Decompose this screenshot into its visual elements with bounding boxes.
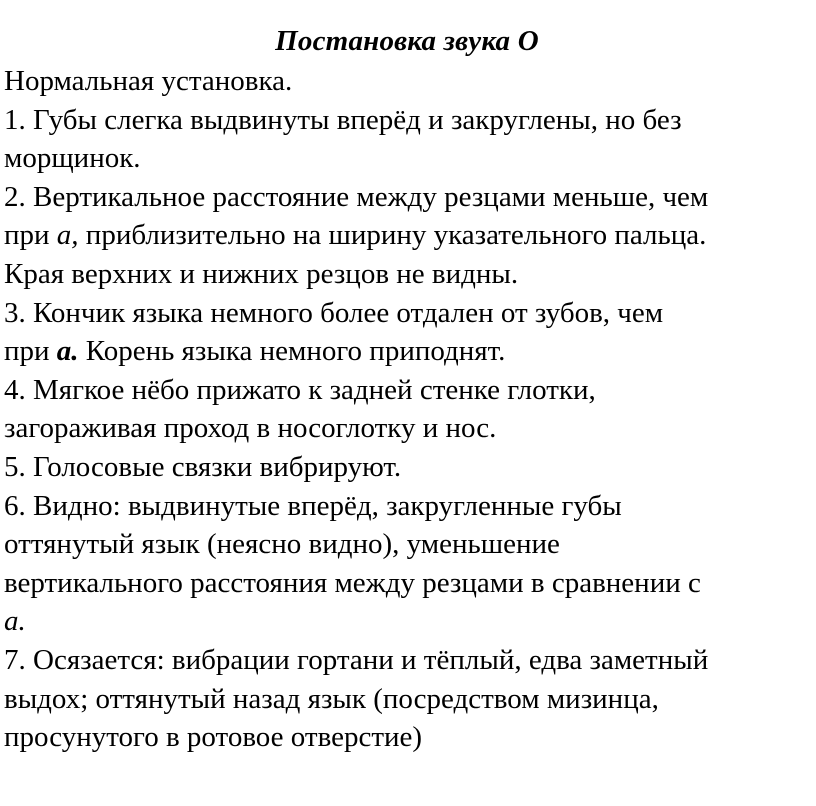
item-3-line-2-post: Корень языка немного приподнят. <box>78 335 506 368</box>
item-6-line-1: 6. Видно: выдвинутые вперёд, закругленные губы <box>4 489 622 522</box>
item-1-line-1: 1. Губы слегка выдвинуты вперёд и закруглены, но без <box>4 103 682 136</box>
item-7-line-3: просунутого в ротовое отверстие) <box>4 721 423 754</box>
item-7-line-2: выдох; оттянутый назад язык (посредством мизинца, <box>4 682 659 715</box>
item-2-line-2 <box>4 216 810 255</box>
document-title: Постановка звука О <box>275 25 539 57</box>
item-3-line-2 <box>4 332 810 371</box>
item-2-line-2-pre: при <box>4 219 57 252</box>
item-4-line-2: загораживая проход в носоглотку и нос. <box>4 412 497 445</box>
item-2-italic-a: а, <box>56 219 79 252</box>
item-3-bold-italic-a: а. <box>56 335 79 368</box>
item-7-line-1: 7. Осязается: вибрации гортани и тёплый, едва заметный <box>4 643 709 676</box>
item-2-line-2-post: приблизительно на ширину указательного пальца. <box>78 219 707 252</box>
item-1-line-2: морщинок. <box>4 142 141 175</box>
item-6-line-3: вертикального расстояния между резцами в сравнении с <box>4 566 701 599</box>
item-2-line-1: 2. Вертикальное расстояние между резцами меньше, чем <box>4 180 709 213</box>
item-6-line-2: оттянутый язык (неясно видно), уменьшение <box>4 528 560 561</box>
item-2-line-3: Края верхних и нижних резцов не видны. <box>4 257 519 290</box>
item-4-line-1: 4. Мягкое нёбо прижато к задней стенке глотки, <box>4 373 596 406</box>
intro-line: Нормальная установка. <box>4 65 293 97</box>
item-5-line-1: 5. Голосовые связки вибрируют. <box>4 450 402 483</box>
item-6-line-4: а. <box>4 605 26 638</box>
document-body <box>4 62 810 757</box>
item-3-line-2-pre: при <box>4 335 57 368</box>
item-3-line-1: 3. Кончик языка немного более отдален от зубов, чем <box>4 296 664 329</box>
